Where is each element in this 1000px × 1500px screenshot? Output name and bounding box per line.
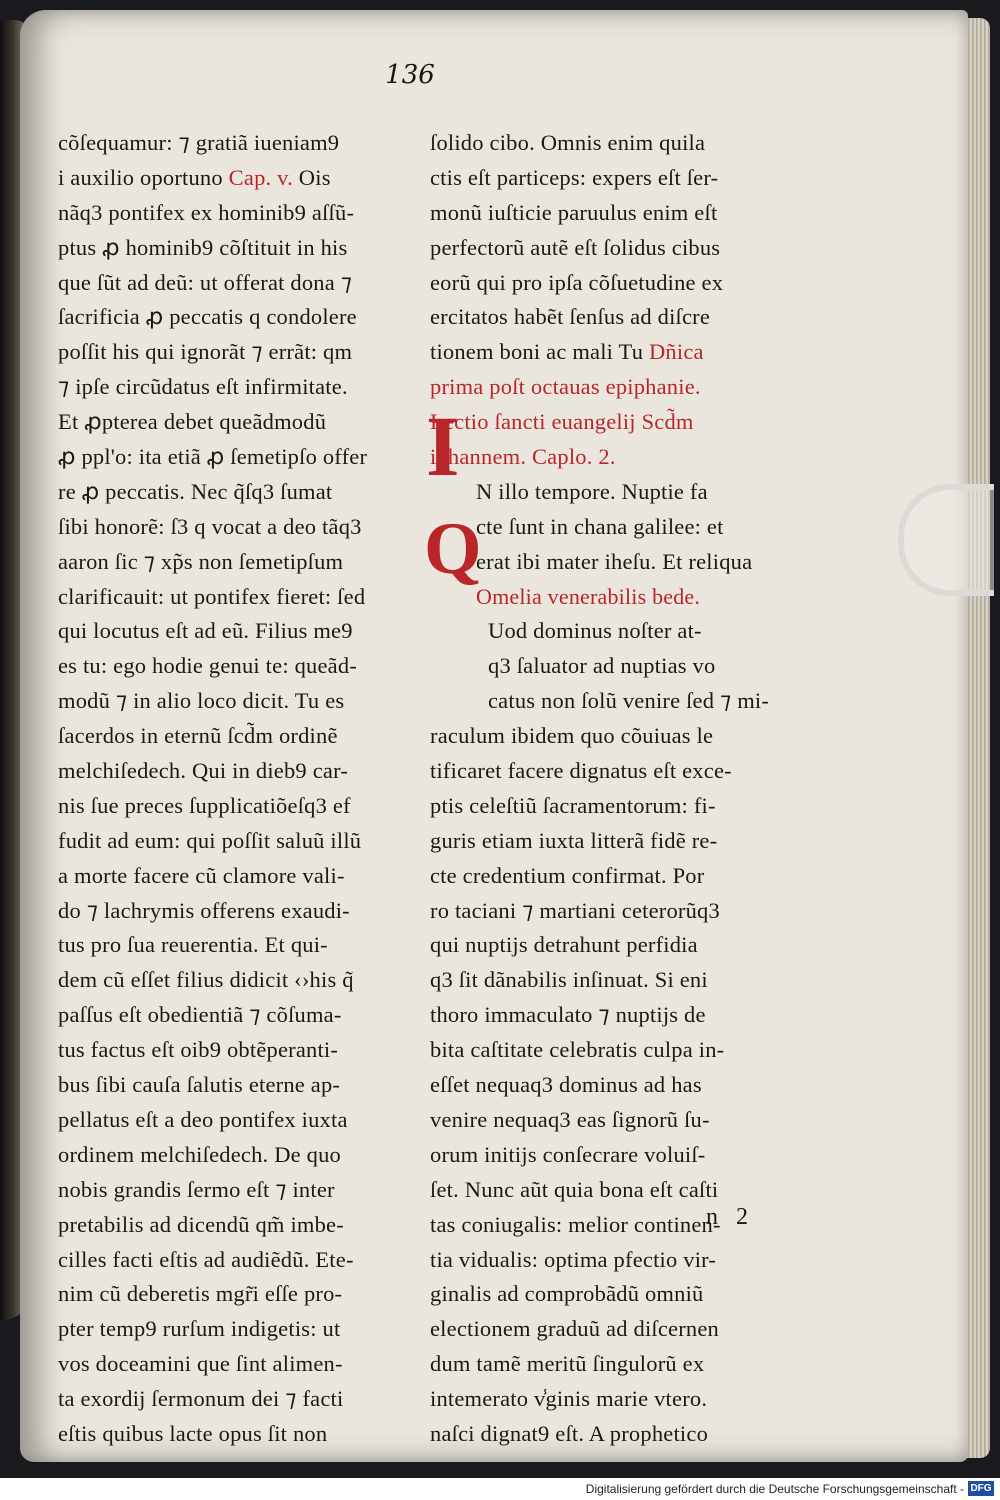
text-line — [430, 684, 770, 719]
text-line — [58, 1138, 404, 1173]
text-segment: bita caſtitate celebratis culpa in- — [430, 1037, 725, 1063]
text-segment: intemerato v̾ginis marie vtero. — [430, 1386, 708, 1412]
text-line — [430, 300, 770, 335]
text-line — [58, 963, 404, 998]
text-line — [58, 789, 404, 824]
text-line — [58, 475, 404, 510]
text-line — [58, 440, 404, 475]
text-segment: vos doceamini que ſint alimen- — [58, 1351, 343, 1377]
text-segment: monũ iuſticie paruulus enim eſt — [430, 199, 718, 225]
text-segment: guris etiam iuxta litterã fidẽ re- — [430, 827, 718, 853]
rubric-text: Omelia venerabilis bede. — [476, 583, 701, 609]
text-line — [58, 1208, 404, 1243]
text-segment: nis ſue preces ſupplicatiõeſq3 ef — [58, 792, 351, 818]
text-segment: ginalis ad comprobãdũ omniũ — [430, 1281, 704, 1307]
text-segment: cilles facti eſtis ad audiẽdũ. Ete- — [58, 1246, 354, 1272]
text-line — [430, 719, 770, 754]
text-segment: dum tamẽ meritũ ſingulorũ ex — [430, 1351, 705, 1377]
text-line — [430, 789, 770, 824]
text-segment: perfectorũ autẽ eſt ſolidus cibus — [430, 234, 721, 260]
text-line — [430, 824, 770, 859]
text-segment: cõſequamur: ⁊ gratiã iueniam9 — [58, 130, 340, 155]
text-line — [58, 161, 404, 196]
text-segment: ſet. Nunc aũt quia bona eſt caſti — [430, 1176, 719, 1202]
text-line — [58, 1347, 404, 1382]
text-line — [430, 859, 770, 894]
text-segment: tus pro ſua reuerentia. Et qui- — [58, 932, 328, 958]
text-segment: eſtis quibus lacte opus ſit non — [58, 1420, 328, 1446]
text-line — [430, 440, 770, 475]
text-line — [58, 300, 404, 335]
text-line — [58, 998, 404, 1033]
text-segment: aaron ſic ⁊ xp̃s non ſemetipſum — [58, 548, 344, 574]
text-line — [58, 126, 404, 161]
text-line — [58, 1103, 404, 1138]
text-line — [430, 1243, 770, 1278]
text-segment: q3 ſaluator ad nuptias vo — [488, 653, 716, 679]
rubric-text: prima poſt octauas epiphanie. — [430, 374, 701, 400]
text-segment: poſſit his qui ignorãt ⁊ errãt: qm — [58, 339, 353, 365]
initial-letter-i: I — [426, 398, 460, 494]
text-line — [58, 1173, 404, 1208]
text-segment: es tu: ego hodie genui te: queãd- — [58, 653, 358, 679]
text-line — [58, 1382, 404, 1417]
text-segment: ercitatos habẽt ſenſus ad diſcre — [430, 304, 711, 330]
text-segment: ⁊ ipſe circũdatus eſt infirmitate. — [58, 374, 348, 400]
page-clip — [898, 484, 994, 596]
text-line — [430, 370, 770, 405]
text-line — [430, 1277, 770, 1312]
text-segment: cte credentium confirmat. Por — [430, 862, 705, 888]
text-segment: do ⁊ lachrymis offerens exaudi- — [58, 897, 350, 923]
text-segment: paſſus eſt obedientiã ⁊ cõſuma- — [58, 1002, 342, 1028]
text-line — [430, 266, 770, 301]
text-line — [476, 580, 770, 615]
text-segment: catus non ſolũ venire ſed ⁊ mi- — [488, 688, 770, 714]
text-segment: ſacerdos in eternũ ſcd̃m ordinẽ — [58, 723, 338, 749]
text-segment: re ꝓ peccatis. Nec q̃ſq3 ſumat — [58, 478, 333, 504]
text-line — [430, 161, 770, 196]
text-line — [58, 684, 404, 719]
text-line — [430, 963, 770, 998]
text-line — [58, 335, 404, 370]
text-segment: bus ſibi cauſa ſalutis eterne ap- — [58, 1072, 341, 1098]
text-line — [58, 196, 404, 231]
text-segment: ſacrificia ꝓ peccatis q condolere — [58, 304, 357, 330]
footer-bar — [0, 1478, 1000, 1500]
right-text-column — [430, 126, 770, 1452]
text-segment: ta exordij ſermonum dei ⁊ facti — [58, 1386, 344, 1412]
text-line — [58, 1312, 404, 1347]
text-line — [430, 1068, 770, 1103]
text-segment: eſſet nequaq3 dominus ad has — [430, 1072, 702, 1098]
text-line — [430, 335, 770, 370]
text-line — [58, 719, 404, 754]
footer-credit: Digitalisierung gefördert durch die Deutsche Forschungsgemeinschaft - — [585, 1482, 964, 1496]
text-line — [430, 405, 770, 440]
text-segment: fudit ad eum: qui poſſit saluũ illũ — [58, 827, 362, 853]
text-line — [58, 1277, 404, 1312]
text-segment: electionem graduũ ad diſcernen — [430, 1316, 719, 1342]
text-line — [58, 649, 404, 684]
text-line — [58, 1033, 404, 1068]
text-segment: ptus ꝓ hominib9 cõſtituit in his — [58, 234, 348, 260]
text-line — [430, 231, 770, 266]
text-line — [430, 126, 770, 161]
text-segment: raculum ibidem quo cõuiuas le — [430, 723, 714, 749]
text-line — [58, 894, 404, 929]
text-line — [430, 1347, 770, 1382]
text-line — [58, 266, 404, 301]
text-segment: Uod dominus noſter at- — [488, 618, 702, 644]
text-segment: a morte facere cũ clamore vali- — [58, 862, 345, 888]
text-line — [430, 894, 770, 929]
text-segment: dem cũ eſſet filius didicit ‹›his q̃ — [58, 967, 354, 993]
text-segment: orum initijs conſecrare voluiſ- — [430, 1141, 706, 1167]
text-line — [58, 824, 404, 859]
text-segment: i auxilio oportuno — [58, 164, 229, 190]
rubric-text: Lectio ſancti euangelij Scd̃m — [430, 409, 694, 435]
text-line — [58, 405, 404, 440]
text-segment: nobis grandis ſermo eſt ⁊ inter — [58, 1176, 335, 1202]
text-segment: pellatus eſt a deo pontifex iuxta — [58, 1106, 348, 1132]
text-segment: nim cũ deberetis mgr̃i eſſe pro- — [58, 1281, 343, 1307]
epistle-continuation — [430, 126, 770, 475]
folio-number: 136 — [385, 60, 435, 90]
text-segment: tificaret facere dignatus eſt exce- — [430, 758, 732, 784]
text-line — [58, 614, 404, 649]
text-line — [430, 1103, 770, 1138]
text-segment: naſci dignat9 eſt. A prophetico — [430, 1420, 709, 1446]
text-segment: ctis eſt particeps: expers eſt ſer- — [430, 164, 719, 190]
rubric-text: Dñica — [648, 339, 704, 365]
text-line — [430, 649, 770, 684]
text-segment: ptis celeſtiũ ſacramentorum: fi- — [430, 792, 716, 818]
text-line — [430, 1382, 770, 1417]
text-segment: eorũ qui pro ipſa cõſuetudine ex — [430, 269, 724, 295]
text-line — [430, 754, 770, 789]
text-line — [430, 1033, 770, 1068]
text-line — [58, 370, 404, 405]
text-line — [430, 1173, 770, 1208]
text-segment: pter temp9 rurſum indigetis: ut — [58, 1316, 341, 1342]
text-segment: thoro immaculato ⁊ nuptijs de — [430, 1002, 706, 1028]
text-line — [58, 231, 404, 266]
text-line — [58, 510, 404, 545]
text-segment: erat ibi mater iheſu. Et reliqua — [476, 548, 753, 574]
text-line — [58, 1417, 404, 1452]
text-line — [430, 928, 770, 963]
text-line — [58, 754, 404, 789]
text-line — [58, 545, 404, 580]
text-line — [430, 1417, 770, 1452]
text-segment: ſolido cibo. Omnis enim quila — [430, 130, 706, 155]
initial-letter-q: Q — [424, 508, 482, 590]
rubric-text: Cap. v. — [228, 164, 293, 190]
text-segment: venire nequaq3 eas ſignorũ ſu- — [430, 1106, 710, 1132]
text-segment: ro taciani ⁊ martiani ceterorũq3 — [430, 897, 720, 923]
text-line — [430, 1312, 770, 1347]
text-segment: ſibi honorẽ: ſ3 q vocat a deo tãq3 — [58, 513, 362, 539]
text-segment: qui nuptijs detrahunt perfidia — [430, 932, 698, 958]
text-segment: modũ ⁊ in alio loco dicit. Tu es — [58, 688, 345, 714]
text-line — [430, 614, 770, 649]
text-segment: ordinem melchiſedech. De quo — [58, 1141, 342, 1167]
text-segment: ꝓ ppl'o: ita etiã ꝓ ſemetipſo offer — [58, 444, 368, 470]
text-line — [476, 475, 770, 510]
left-text-column — [58, 126, 404, 1452]
text-line — [476, 545, 770, 580]
text-line — [58, 859, 404, 894]
text-segment: N illo tempore. Nuptie fa — [476, 478, 708, 504]
text-segment: Et ꝓpterea debet queãdmodũ — [58, 409, 327, 435]
text-segment: melchiſedech. Qui in dieb9 car- — [58, 758, 349, 784]
text-segment: Ois — [292, 164, 331, 190]
text-segment: cte ſunt in chana galilee: et — [476, 513, 724, 539]
text-segment: tas coniugalis: melior continen- — [430, 1211, 721, 1237]
text-segment: tia vidualis: optima pfectio vir- — [430, 1246, 717, 1272]
text-segment: pretabilis ad dicendũ qm̃ imbe- — [58, 1211, 344, 1237]
text-segment: qui locutus eſt ad eũ. Filius me9 — [58, 618, 353, 644]
text-segment: que ſũt ad deũ: ut offerat dona ⁊ — [58, 269, 353, 295]
text-segment: clarificauit: ut pontifex fieret: ſed — [58, 583, 366, 609]
text-segment: nãq3 pontifex ex hominib9 aſſũ- — [58, 199, 355, 225]
text-segment: tionem boni ac mali Tu — [430, 339, 649, 365]
text-segment: tus factus eſt oib9 obtẽperanti- — [58, 1037, 339, 1063]
text-segment: q3 ſit dãnabilis inſinuat. Si eni — [430, 967, 708, 993]
text-line — [58, 580, 404, 615]
signature-mark: n 2 — [706, 1204, 748, 1230]
text-line — [58, 928, 404, 963]
homily-text — [430, 614, 770, 1451]
rubric-text: iohannem. Caplo. 2. — [430, 444, 616, 470]
dfg-logo: DFG — [968, 1481, 994, 1496]
text-line — [58, 1068, 404, 1103]
text-line — [430, 196, 770, 231]
text-line — [476, 510, 770, 545]
text-line — [58, 1243, 404, 1278]
text-line — [430, 998, 770, 1033]
text-line — [430, 1138, 770, 1173]
